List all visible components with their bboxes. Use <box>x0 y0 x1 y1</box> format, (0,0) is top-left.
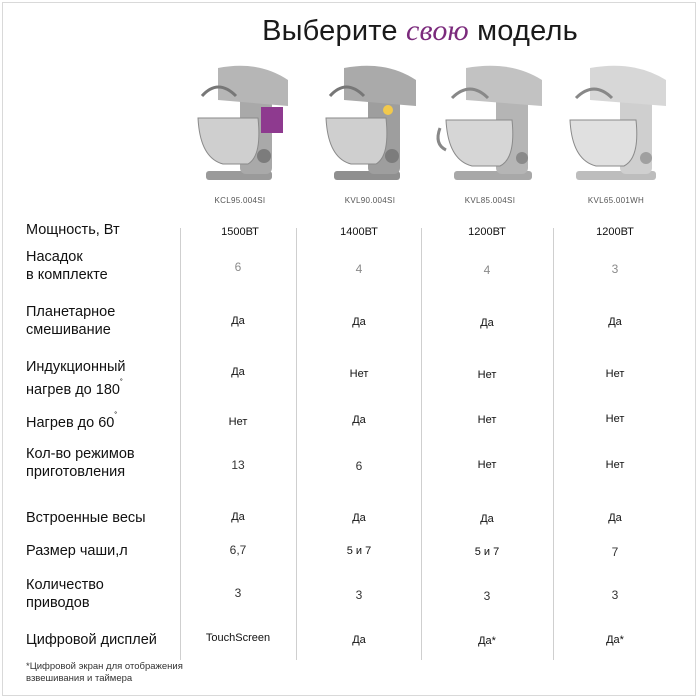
cell-induction: Да <box>231 366 245 378</box>
product-image-kcl95 <box>178 58 298 188</box>
cell-scales: Да <box>608 512 622 524</box>
cell-scales: Да <box>352 512 366 524</box>
cell-bowl: 5 и 7 <box>474 546 500 558</box>
cell-planetary: Да <box>480 317 494 329</box>
row-label-drives: Количество приводов <box>26 577 104 611</box>
cell-power: 1200ВТ <box>596 226 634 238</box>
model-label: KVL90.004SI <box>344 196 396 205</box>
cell-drives: 3 <box>483 589 491 603</box>
stand-mixer-icon <box>430 58 550 188</box>
cell-display: Да* <box>606 634 624 646</box>
cell-drives: 3 <box>355 588 363 602</box>
row-label-planetary: Планетарное смешивание <box>26 304 116 338</box>
model-label: KVL85.004SI <box>464 196 516 205</box>
row-label-power: Мощность, Вт <box>26 222 120 238</box>
cell-induction: Нет <box>605 368 625 380</box>
cell-induction: Нет <box>477 369 497 381</box>
page-title: Выберите свою модель <box>262 14 578 47</box>
cell-modes: 6 <box>355 459 363 473</box>
cell-power: 1200ВТ <box>468 226 506 238</box>
row-label-attachments: Насадок в комплекте <box>26 249 108 283</box>
cell-attachments: 4 <box>483 263 491 277</box>
cell-modes: Нет <box>477 459 497 471</box>
cell-display: Да <box>352 634 366 646</box>
cell-modes: 13 <box>231 458 245 472</box>
row-label-scales: Встроенные весы <box>26 510 146 526</box>
cell-attachments: 3 <box>611 262 619 276</box>
cell-planetary: Да <box>231 315 245 327</box>
cell-induction: Нет <box>349 368 369 380</box>
cell-power: 1500ВТ <box>221 226 259 238</box>
row-label-display: Цифровой дисплей <box>26 632 157 648</box>
cell-heat60: Нет <box>228 416 248 428</box>
cell-drives: 3 <box>611 588 619 602</box>
row-label-modes: Кол-во режимов приготовления <box>26 446 135 480</box>
product-image-kvl85 <box>430 58 550 188</box>
column-divider <box>421 228 422 660</box>
stand-mixer-icon <box>178 58 298 188</box>
cell-attachments: 4 <box>355 262 363 276</box>
stand-mixer-icon <box>556 58 676 188</box>
cell-scales: Да <box>480 513 494 525</box>
cell-modes: Нет <box>605 459 625 471</box>
row-label-induction: Индукционный нагрев до 180˚ <box>26 359 126 398</box>
cell-drives: 3 <box>234 586 242 600</box>
title-accent: свою <box>405 14 469 47</box>
stand-mixer-icon <box>308 58 428 188</box>
cell-planetary: Да <box>608 316 622 328</box>
product-image-kvl90 <box>308 58 428 188</box>
cell-heat60: Нет <box>605 413 625 425</box>
model-label: KCL95.004SI <box>214 196 266 205</box>
cell-display: TouchScreen <box>205 632 271 644</box>
cell-power: 1400ВТ <box>340 226 378 238</box>
cell-display: Да* <box>478 635 496 647</box>
cell-heat60: Да <box>352 414 366 426</box>
cell-scales: Да <box>231 511 245 523</box>
cell-planetary: Да <box>352 316 366 328</box>
product-image-kvl65 <box>556 58 676 188</box>
cell-heat60: Нет <box>477 414 497 426</box>
cell-bowl: 6,7 <box>229 543 247 557</box>
column-divider <box>553 228 554 660</box>
cell-attachments: 6 <box>234 260 242 274</box>
model-label: KVL65.001WH <box>587 196 645 205</box>
row-label-heat60: Нагрев до 60˚ <box>26 411 118 431</box>
cell-bowl: 5 и 7 <box>346 545 372 557</box>
row-label-bowl: Размер чаши,л <box>26 543 128 559</box>
footnote: *Цифровой экран для отображения взвешивания и таймера <box>26 661 183 684</box>
cell-bowl: 7 <box>611 545 619 559</box>
